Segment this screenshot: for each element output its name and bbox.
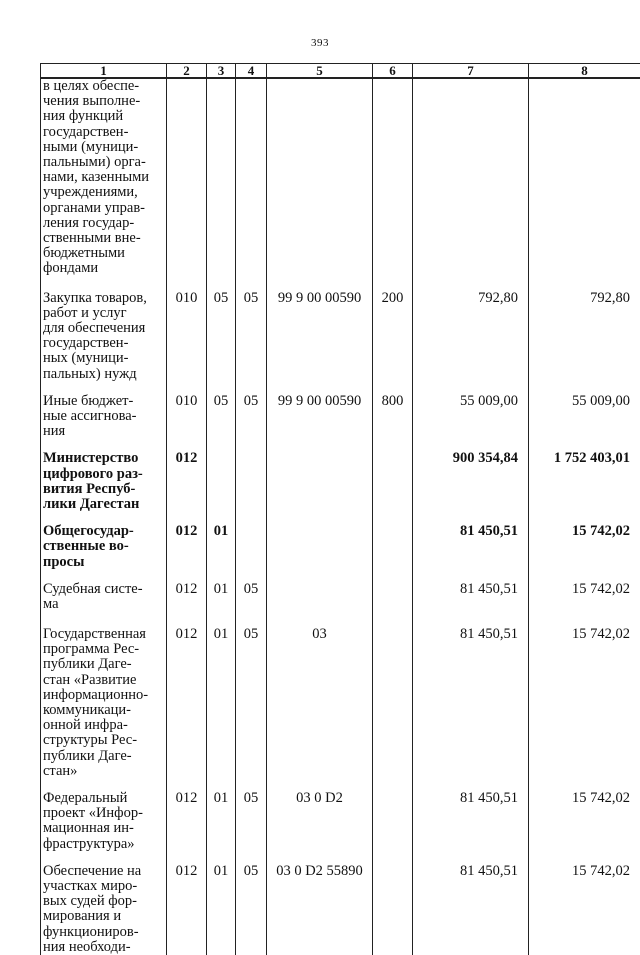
cell-col8: 55 009,00	[529, 382, 640, 440]
cell-col5	[267, 78, 373, 277]
table-row	[41, 512, 640, 570]
row-name: Закупка товаров, работ и услуг для обеспечения государствен- ных (муници- пальных) нужд	[41, 277, 167, 382]
table-row	[41, 439, 640, 512]
cell-col7: 81 450,51	[413, 570, 529, 615]
row-name: в целях обеспе- чения выполне- ния функций государствен- ными (муници- пальными) орга- нами, казенными учреждениями, органами управ- ления государ- ственными вне- бюджетными фондами	[41, 78, 167, 277]
cell-col3: 01	[207, 779, 236, 852]
table-row	[41, 852, 640, 955]
cell-col6	[373, 78, 413, 277]
cell-col4: 05	[236, 615, 267, 779]
cell-col3	[207, 439, 236, 512]
cell-col8: 1 752 403,01	[529, 439, 640, 512]
row-name: Государственная программа Рес- публики Даге- стан «Развитие информационно- коммуникаци- онной инфра- структуры Рес- публики Даге- стан»	[41, 615, 167, 779]
cell-col7: 81 450,51	[413, 512, 529, 570]
page-number: 393	[0, 37, 640, 49]
cell-col8	[529, 78, 640, 277]
cell-col6	[373, 512, 413, 570]
cell-col4	[236, 439, 267, 512]
cell-col2: 012	[167, 852, 207, 955]
table-row	[41, 78, 640, 277]
cell-col6	[373, 615, 413, 779]
cell-col2: 010	[167, 382, 207, 440]
row-name: Общегосудар- ственные во- просы	[41, 512, 167, 570]
row-name: Иные бюджет- ные ассигнова- ния	[41, 382, 167, 440]
col-header-7: 7	[413, 64, 529, 79]
cell-col4	[236, 78, 267, 277]
cell-col3: 01	[207, 512, 236, 570]
table-row	[41, 615, 640, 779]
cell-col6: 800	[373, 382, 413, 440]
col-header-1: 1	[41, 64, 167, 79]
cell-col4: 05	[236, 570, 267, 615]
col-header-2: 2	[167, 64, 207, 79]
row-name: Федеральный проект «Инфор- мационная ин- фраструктура»	[41, 779, 167, 852]
cell-col7	[413, 78, 529, 277]
cell-col7: 55 009,00	[413, 382, 529, 440]
cell-col5	[267, 439, 373, 512]
table-row	[41, 570, 640, 615]
cell-col6	[373, 779, 413, 852]
cell-col8: 15 742,02	[529, 512, 640, 570]
table-row	[41, 779, 640, 852]
col-header-3: 3	[207, 64, 236, 79]
cell-col5: 03	[267, 615, 373, 779]
cell-col5	[267, 512, 373, 570]
cell-col4: 05	[236, 382, 267, 440]
cell-col7: 81 450,51	[413, 779, 529, 852]
cell-col7: 900 354,84	[413, 439, 529, 512]
row-name: Судебная систе- ма	[41, 570, 167, 615]
cell-col3: 05	[207, 382, 236, 440]
cell-col3: 01	[207, 852, 236, 955]
cell-col3	[207, 78, 236, 277]
cell-col5: 03 0 D2 55890	[267, 852, 373, 955]
cell-col2: 012	[167, 570, 207, 615]
cell-col3: 01	[207, 570, 236, 615]
budget-table	[40, 63, 640, 955]
cell-col6	[373, 570, 413, 615]
cell-col5: 99 9 00 00590	[267, 382, 373, 440]
cell-col3: 05	[207, 277, 236, 382]
cell-col8: 15 742,02	[529, 570, 640, 615]
cell-col8: 15 742,02	[529, 615, 640, 779]
col-header-5: 5	[267, 64, 373, 79]
cell-col2: 010	[167, 277, 207, 382]
cell-col4	[236, 512, 267, 570]
cell-col4: 05	[236, 277, 267, 382]
col-header-6: 6	[373, 64, 413, 79]
row-name: Обеспечение на участках миро- вых судей фор- мирования и функциониров- ния необходи-	[41, 852, 167, 955]
cell-col8: 15 742,02	[529, 852, 640, 955]
cell-col2: 012	[167, 512, 207, 570]
cell-col4: 05	[236, 852, 267, 955]
row-name: Министерство цифрового раз- вития Респуб- лики Дагестан	[41, 439, 167, 512]
cell-col7: 792,80	[413, 277, 529, 382]
cell-col7: 81 450,51	[413, 852, 529, 955]
col-header-4: 4	[236, 64, 267, 79]
cell-col2: 012	[167, 615, 207, 779]
cell-col3: 01	[207, 615, 236, 779]
table-row	[41, 382, 640, 440]
col-header-8: 8	[529, 64, 640, 79]
cell-col5	[267, 570, 373, 615]
cell-col5: 99 9 00 00590	[267, 277, 373, 382]
cell-col8: 15 742,02	[529, 779, 640, 852]
cell-col2	[167, 78, 207, 277]
cell-col2: 012	[167, 779, 207, 852]
cell-col2: 012	[167, 439, 207, 512]
cell-col4: 05	[236, 779, 267, 852]
cell-col8: 792,80	[529, 277, 640, 382]
cell-col7: 81 450,51	[413, 615, 529, 779]
table-row	[41, 277, 640, 382]
header-row	[41, 64, 640, 79]
cell-col5: 03 0 D2	[267, 779, 373, 852]
cell-col6	[373, 439, 413, 512]
cell-col6	[373, 852, 413, 955]
cell-col6: 200	[373, 277, 413, 382]
